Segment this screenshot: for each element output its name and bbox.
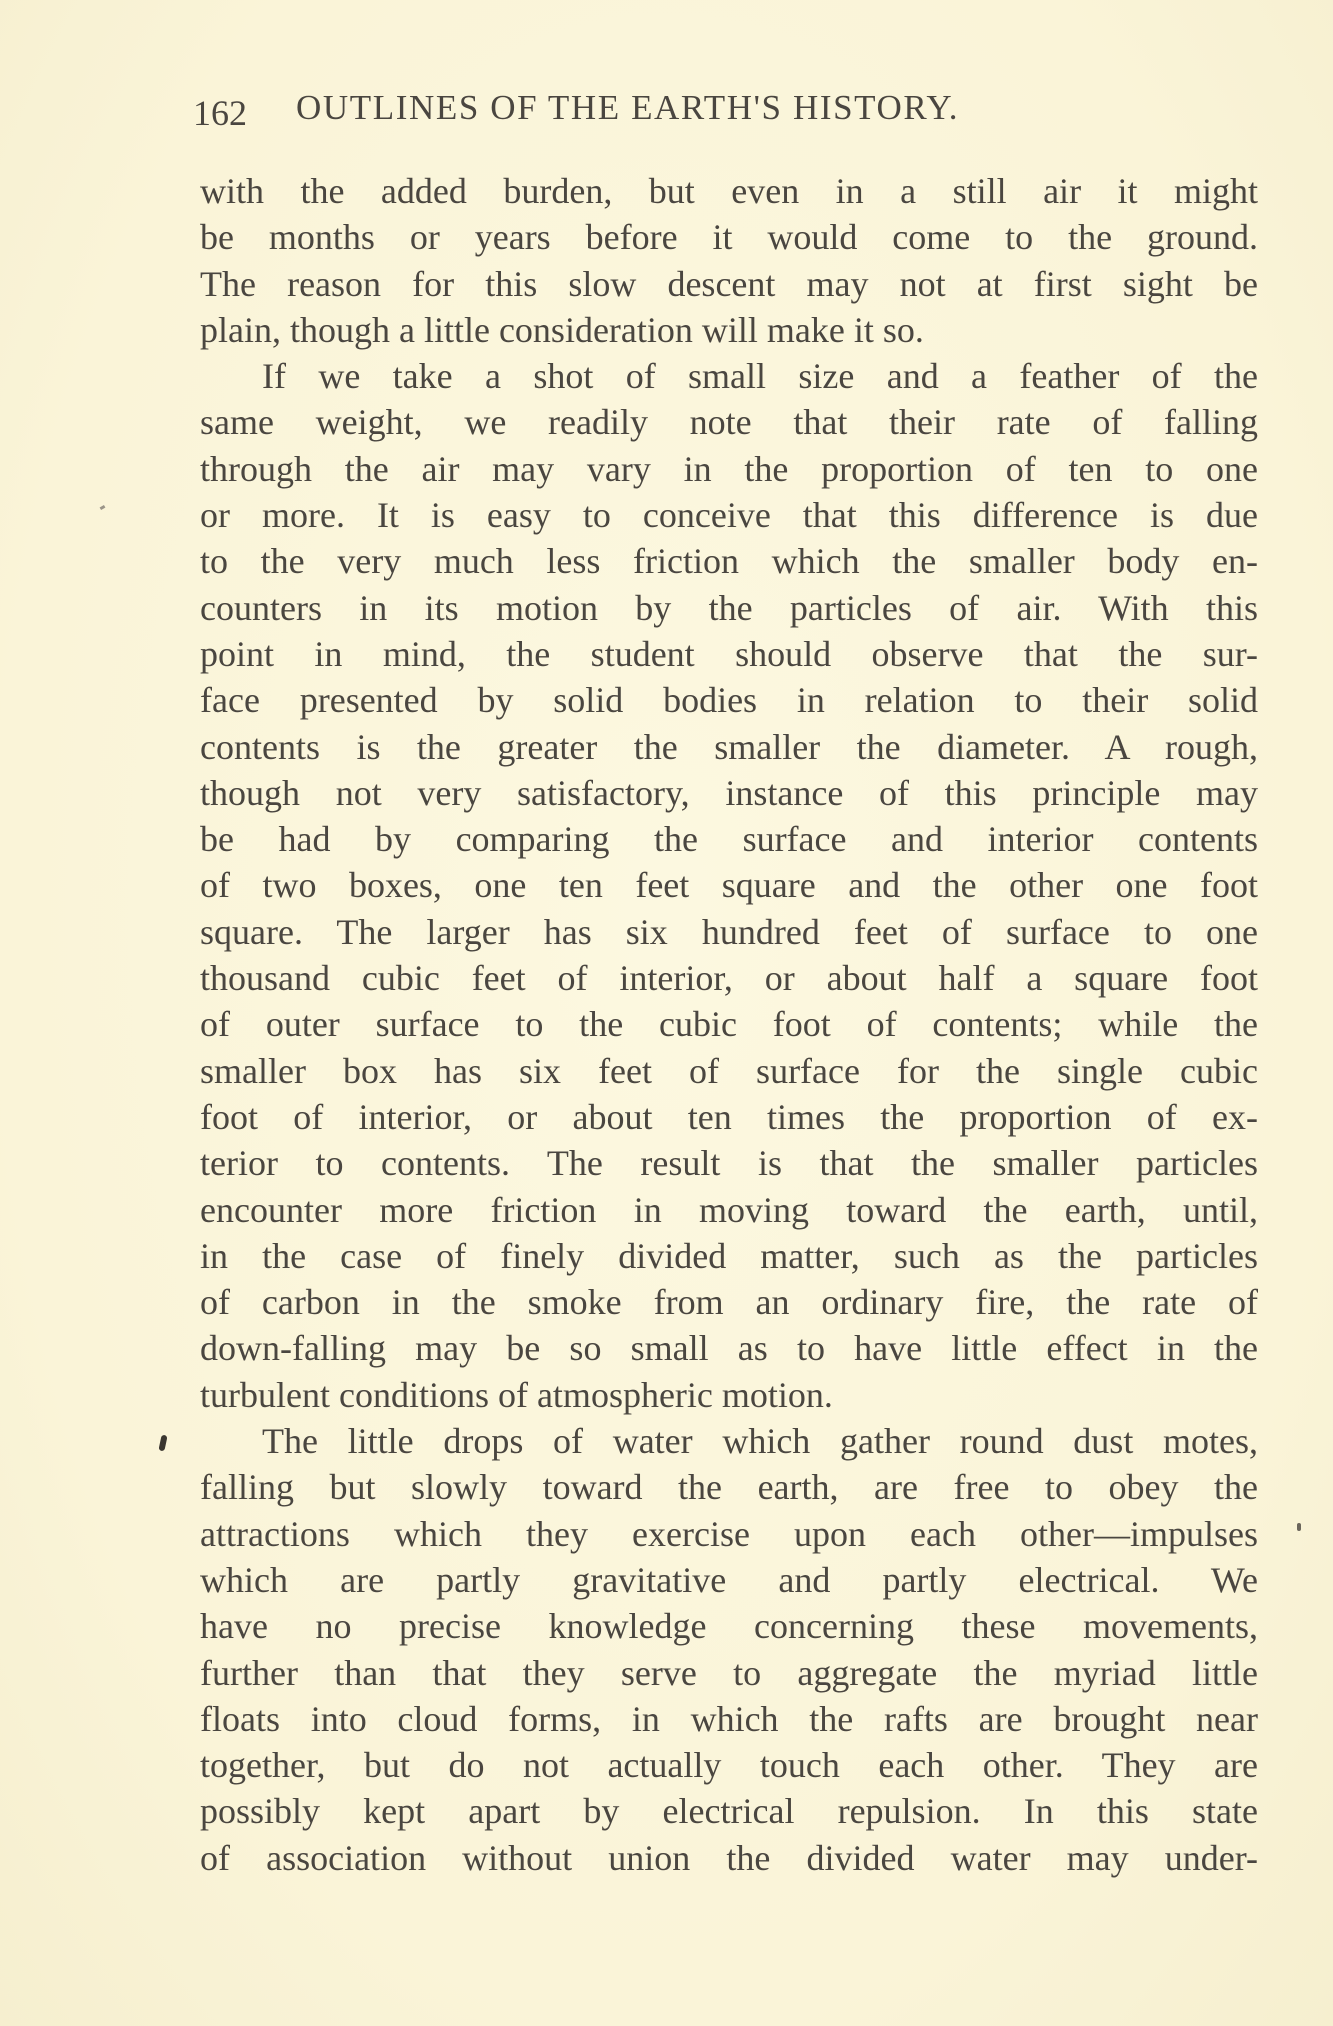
paragraph-2 [200,353,1258,1418]
text-line: further than that they serve to aggregate the myriad little [200,1652,1258,1693]
text-line: foot of interior, or about ten times the proportion of ex- [200,1096,1258,1137]
text-line: though not very satisfactory, instance of this principle may [200,772,1258,813]
text-line: same weight, we readily note that their rate of falling [200,402,1258,443]
text-line: falling but slowly toward the earth, are free to obey the [200,1467,1258,1508]
text-line: contents is the greater the smaller the diameter. A rough, [200,726,1258,767]
text-line: If we take a shot of small size and a feather of the [262,356,1258,397]
text-line: or more. It is easy to conceive that this difference is due [200,495,1258,536]
paragraph-3 [200,1418,1258,1881]
text-line: attractions which they exercise upon each other—impulses [200,1513,1258,1554]
text-line: be months or years before it would come to the ground. [200,217,1258,258]
text-line: of carbon in the smoke from an ordinary fire, the rate of [200,1282,1258,1323]
text-line: plain, though a little consideration will make it so. [200,309,924,350]
text-line: square. The larger has six hundred feet of surface to one [200,911,1258,952]
body-text [200,168,1258,1881]
ink-speck-mark [1297,1523,1301,1531]
ink-speck-mark [100,505,106,510]
running-title: OUTLINES OF THE EARTH'S HISTORY. [296,88,960,127]
text-line: with the added burden, but even in a still air it might [200,171,1258,211]
text-line: have no precise knowledge concerning these movements, [200,1606,1258,1647]
text-line: together, but do not actually touch each other. They are [200,1745,1258,1786]
text-line: The little drops of water which gather round dust motes, [262,1421,1258,1462]
text-line: The reason for this slow descent may not at first sight be [200,263,1258,304]
text-line: thousand cubic feet of interior, or about half a square foot [200,958,1258,999]
text-line: of outer surface to the cubic foot of contents; while the [200,1004,1258,1045]
text-line: of two boxes, one ten feet square and the other one foot [200,865,1258,906]
text-line: floats into cloud forms, in which the rafts are brought near [200,1698,1258,1739]
text-line: be had by comparing the surface and interior contents [200,819,1258,860]
ink-speck-mark [158,1435,167,1452]
text-line: of association without union the divided water may under- [200,1837,1258,1878]
text-line: terior to contents. The result is that the smaller particles [200,1143,1258,1184]
text-line: smaller box has six feet of surface for the single cubic [200,1050,1258,1091]
text-line: possibly kept apart by electrical repulsion. In this state [200,1791,1258,1832]
text-line: which are partly gravitative and partly electrical. We [200,1559,1258,1600]
text-line: turbulent conditions of atmospheric motion. [200,1374,833,1415]
text-line: point in mind, the student should observe that the sur- [200,633,1258,674]
page-number: 162 [193,93,247,133]
text-line: counters in its motion by the particles of air. With this [200,587,1258,628]
text-line: down-falling may be so small as to have little effect in the [200,1328,1258,1369]
text-line: encounter more friction in moving toward the earth, until, [200,1189,1258,1230]
running-head [193,88,1113,136]
paragraph-1 [200,168,1258,353]
text-line: face presented by solid bodies in relation to their solid [200,680,1258,721]
text-line: in the case of finely divided matter, such as the particles [200,1235,1258,1276]
text-line: to the very much less friction which the smaller body en- [200,541,1258,582]
text-line: through the air may vary in the proportion of ten to one [200,448,1258,489]
